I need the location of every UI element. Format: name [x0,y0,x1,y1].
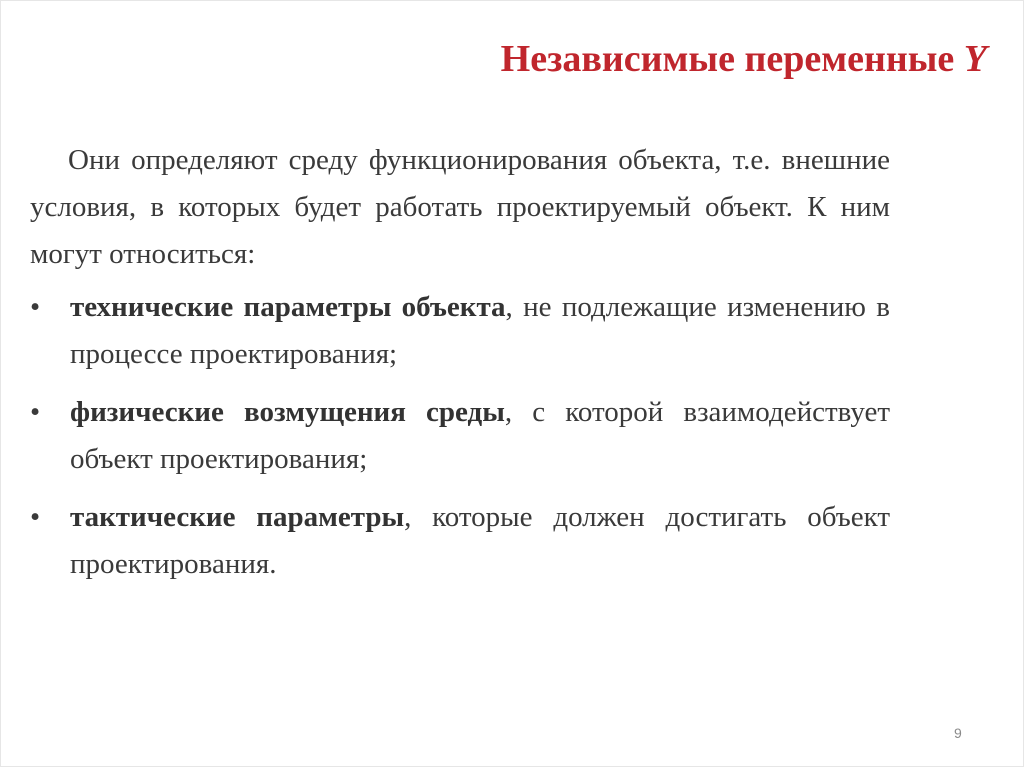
slide-title-text: Независимые переменные [500,38,964,80]
bullet-marker: • [30,501,41,533]
bullet-text: , которые должен достигать объект проектирования. [70,501,890,580]
bullet-marker: • [30,291,41,323]
slide-title [501,37,987,81]
slide-body [30,137,890,599]
bullet-item-physical [30,389,890,483]
page-number: 9 [954,725,962,741]
bullet-text: , не подлежащие изменению в процессе проектирования; [70,291,890,370]
bullet-marker: • [30,396,41,428]
bullet-term: физические возмущения среды [70,396,505,428]
bullet-item-technical [30,284,890,378]
bullet-item-tactical [30,494,890,588]
bullet-list [30,284,890,588]
bullet-text: , с которой взаимодействует объект проектирования; [70,396,891,475]
intro-paragraph: Они определяют среду функционирования объекта, т.е. внешние условия, в которых будет работать проектируемый объект. К ним могут относиться: [30,144,890,270]
bullet-term: тактические параметры [70,501,405,533]
bullet-term: технические параметры объекта [70,291,506,323]
slide-title-variable: Y [963,38,987,80]
